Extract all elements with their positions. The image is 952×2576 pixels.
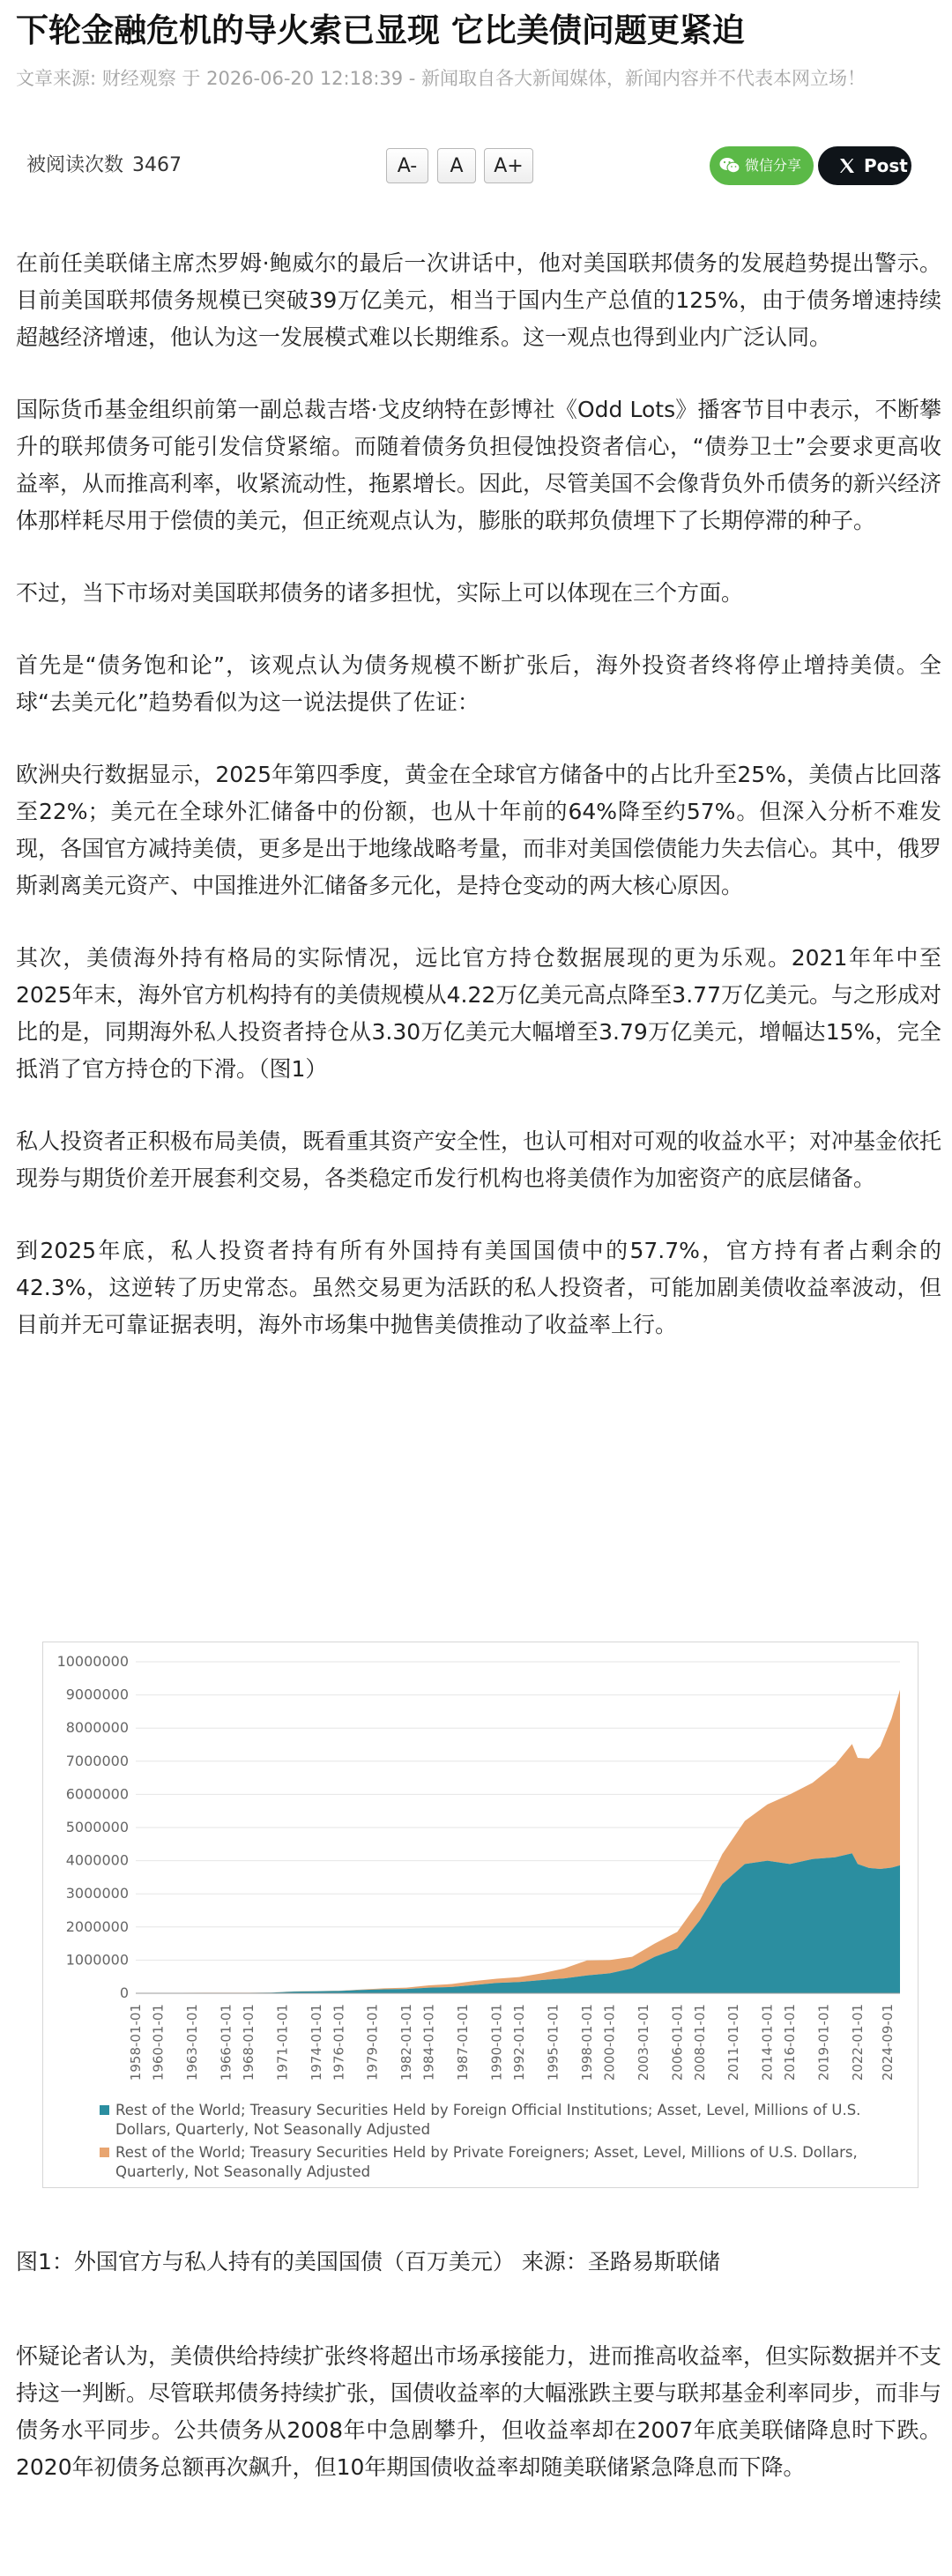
y-tick-label: 0 bbox=[119, 1984, 129, 2001]
article-body-continued bbox=[16, 2338, 941, 2486]
x-tick-label: 1995-01-01 bbox=[545, 2004, 562, 2081]
legend-label-private: Rest of the World; Treasury Securities Held by Private Foreigners; Asset, Level, Millions of U.S. Dollars, Quarterly, Not Seasonally Adjusted bbox=[115, 2144, 858, 2180]
y-tick-label: 3000000 bbox=[65, 1885, 129, 1902]
legend-swatch-official bbox=[100, 2105, 109, 2115]
article-body bbox=[16, 245, 941, 1379]
x-tick-label: 2011-01-01 bbox=[725, 2003, 742, 2081]
x-tick-label: 2006-01-01 bbox=[669, 2004, 686, 2081]
x-post-label: Post bbox=[864, 155, 908, 176]
x-tick-label: 1982-01-01 bbox=[398, 2003, 415, 2081]
x-tick-label: 2024-09-01 bbox=[880, 2003, 896, 2081]
x-tick-label: 1987-01-01 bbox=[455, 2003, 472, 2081]
paragraph: 到2025年底，私人投资者持有所有外国持有美国国债中的57.7%，官方持有者占剩余的42.3%，这逆转了历史常态。虽然交易更为活跃的私人投资者，可能加剧美债收益率波动，但目前并无可靠证据表明，海外市场集中抛售美债推动了收益率上行。 bbox=[16, 1238, 941, 1337]
x-tick-label: 1998-01-01 bbox=[578, 2004, 595, 2081]
treasury-holdings-chart bbox=[42, 1642, 919, 2188]
x-tick-label: 2016-01-01 bbox=[782, 2003, 799, 2081]
figure-caption: 图1：外国官方与私人持有的美国国债（百万美元） 来源：圣路易斯联储 bbox=[16, 2249, 720, 2274]
legend-item-private bbox=[100, 2143, 902, 2182]
wechat-share-label: 微信分享 bbox=[745, 157, 802, 174]
x-logo-icon bbox=[839, 158, 855, 174]
x-tick-label: 1963-01-01 bbox=[184, 2004, 200, 2081]
legend-swatch-private bbox=[100, 2148, 109, 2157]
font-decrease-button[interactable]: A- bbox=[386, 148, 428, 183]
paragraph: 在前任美联储主席杰罗姆·鲍威尔的最后一次讲话中，他对美国联邦债务的发展趋势提出警示。目前美国联邦债务规模已突破39万亿美元，相当于国内生产总值的125%，由于债务增速持续超越经济增速，他认为这一发展模式难以长期维系。这一观点也得到业内广泛认同。 bbox=[16, 250, 941, 350]
y-tick-label: 10000000 bbox=[56, 1653, 129, 1670]
article-title: 下轮金融危机的导火索已显现 它比美债问题更紧迫 bbox=[16, 11, 745, 49]
font-increase-button[interactable]: A+ bbox=[484, 148, 533, 183]
y-tick-label: 6000000 bbox=[65, 1785, 129, 1803]
x-tick-label: 2003-01-01 bbox=[635, 2004, 651, 2081]
paragraph: 欧洲央行数据显示，2025年第四季度，黄金在全球官方储备中的占比升至25%，美债占比回落至22%；美元在全球外汇储备中的份额，也从十年前的64%降至约57%。但深入分析不难发现，各国官方减持美债，更多是出于地缘战略考量，而非对美国偿债能力失去信心。其中，俄罗斯剥离美元资产、中国推进外汇储备多元化，是持仓变动的两大核心原因。 bbox=[16, 762, 942, 898]
chart-canvas bbox=[43, 1642, 919, 2101]
y-tick-label: 4000000 bbox=[65, 1851, 129, 1869]
paragraph: 私人投资者正积极布局美债，既看重其资产安全性，也认可相对可观的收益水平；对冲基金依托现券与期货价差开展套利交易，各类稳定币发行机构也将美债作为加密资产的底层储备。 bbox=[16, 1128, 942, 1191]
x-tick-label: 1960-01-01 bbox=[150, 2004, 167, 2081]
views-count: 3467 bbox=[132, 154, 182, 176]
x-tick-label: 2019-01-01 bbox=[815, 2003, 832, 2081]
x-tick-label: 1968-01-01 bbox=[241, 2004, 257, 2081]
series-area-official bbox=[136, 1853, 900, 1993]
paragraph: 国际货币基金组织前第一副总裁吉塔·戈皮纳特在彭博社《Odd Lots》播客节目中表示，不断攀升的联邦债务可能引发信贷紧缩。而随着债务负担侵蚀投资者信心，“债券卫士”会要求更高收益率，从而推高利率，收紧流动性，拖累增长。因此，尽管美国不会像背负外币债务的新兴经济体那样耗尽用于偿债的美元，但正统观点认为，膨胀的联邦负债埋下了长期停滞的种子。 bbox=[16, 397, 942, 533]
x-tick-label: 1990-01-01 bbox=[488, 2003, 505, 2081]
view-counter bbox=[26, 152, 182, 180]
x-tick-label: 1958-01-01 bbox=[128, 2004, 144, 2081]
y-tick-label: 1000000 bbox=[65, 1951, 129, 1969]
paragraph: 不过，当下市场对美国联邦债务的诸多担忧，实际上可以体现在三个方面。 bbox=[16, 580, 744, 606]
article-meta: 文章来源: 财经观察 于 2026-06-20 12:18:39 - 新闻取自各大新闻媒体，新闻内容并不代表本网立场！ bbox=[16, 68, 866, 89]
x-post-button[interactable] bbox=[818, 146, 911, 185]
x-tick-label: 1974-01-01 bbox=[308, 2004, 324, 2081]
x-tick-label: 2014-01-01 bbox=[759, 2003, 776, 2081]
chart-legend bbox=[100, 2101, 902, 2185]
wechat-icon bbox=[718, 154, 741, 177]
legend-item-official bbox=[100, 2101, 902, 2140]
x-tick-label: 2000-01-01 bbox=[601, 2004, 618, 2081]
x-tick-label: 1979-01-01 bbox=[364, 2003, 381, 2081]
y-tick-label: 9000000 bbox=[65, 1686, 129, 1703]
paragraph: 怀疑论者认为，美债供给持续扩张终将超出市场承接能力，进而推高收益率，但实际数据并不支持这一判断。尽管联邦债务持续扩张，国债收益率的大幅涨跌主要与联邦基金利率同步，而非与债务水平同步。公共债务从2008年中急剧攀升，但收益率却在2007年底美联储降息时下跌。2020年初债务总额再次飙升，但10年期国债收益率却随美联储紧急降息而下降。 bbox=[16, 2343, 942, 2480]
y-tick-label: 7000000 bbox=[65, 1752, 129, 1769]
y-tick-label: 2000000 bbox=[65, 1917, 129, 1935]
paragraph: 其次，美债海外持有格局的实际情况，远比官方持仓数据展现的更为乐观。2021年年中至2025年末，海外官方机构持有的美债规模从4.22万亿美元高点降至3.77万亿美元。与之形成对比的是，同期海外私人投资者持仓从3.30万亿美元大幅增至3.79万亿美元，增幅达15%，完全抵消了官方持仓的下滑。（图1） bbox=[16, 945, 941, 1082]
x-tick-label: 1976-01-01 bbox=[331, 2003, 347, 2081]
x-tick-label: 1992-01-01 bbox=[511, 2004, 528, 2081]
font-normal-button[interactable]: A bbox=[437, 148, 476, 183]
paragraph: 首先是“债务饱和论”，该观点认为债务规模不断扩张后，海外投资者终将停止增持美债。全球“去美元化”趋势看似为这一说法提供了佐证： bbox=[16, 652, 941, 715]
legend-label-official: Rest of the World; Treasury Securities Held by Foreign Official Institutions; Asset, Level, Millions of U.S. Dollars, Quarterly, Not Seasonally Adjusted bbox=[115, 2102, 861, 2138]
wechat-share-button[interactable] bbox=[710, 146, 814, 185]
x-tick-label: 1971-01-01 bbox=[274, 2004, 291, 2081]
x-tick-label: 1966-01-01 bbox=[218, 2004, 234, 2081]
x-tick-label: 2008-01-01 bbox=[691, 2004, 708, 2081]
x-tick-label: 2022-01-01 bbox=[850, 2003, 866, 2081]
article-toolbar bbox=[0, 141, 952, 190]
y-tick-label: 8000000 bbox=[65, 1719, 129, 1737]
views-label: 被阅读次数 bbox=[26, 154, 124, 176]
x-tick-label: 1984-01-01 bbox=[420, 2003, 437, 2081]
y-tick-label: 5000000 bbox=[65, 1819, 129, 1835]
